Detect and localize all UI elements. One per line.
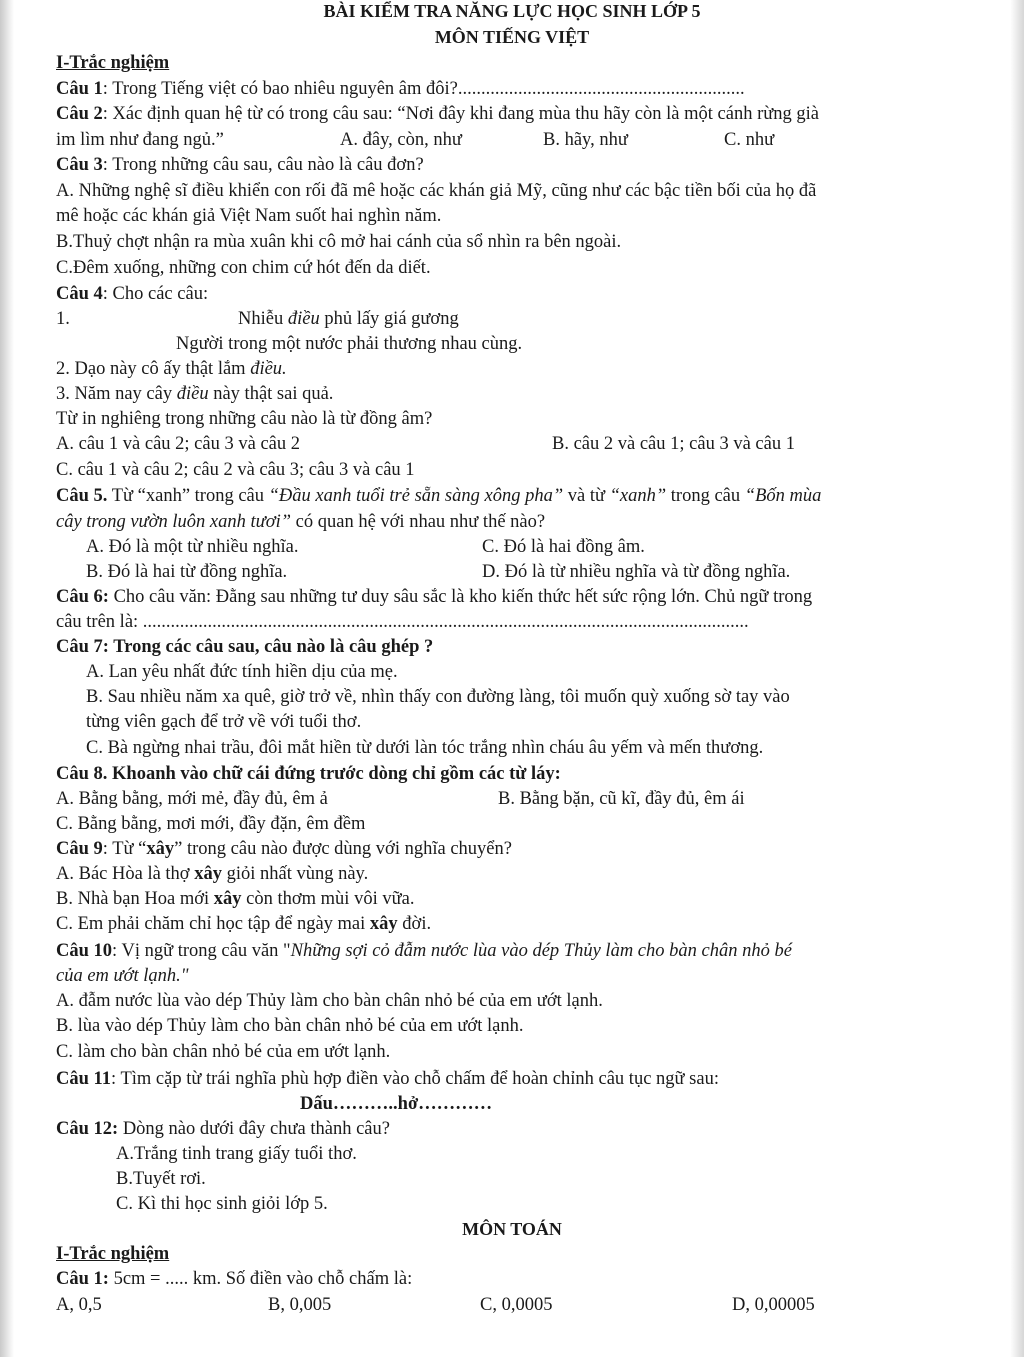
sentence-3 bbox=[56, 383, 333, 405]
bold-word: xây bbox=[213, 889, 242, 909]
sentence-1-number: 1. bbox=[56, 309, 70, 329]
bold-word: xây bbox=[369, 914, 398, 934]
question-label: Câu 12: bbox=[56, 1119, 119, 1139]
option-c: C. Bằng bằng, mơi mới, đầy đặn, êm đềm bbox=[56, 814, 366, 834]
question-6 bbox=[56, 586, 812, 608]
question-text: : Tìm cặp từ trái nghĩa phù hợp điền vào chỗ chấm để hoàn chỉnh câu tục ngữ sau: bbox=[111, 1069, 719, 1089]
option-a: A. Đó là một từ nhiều nghĩa. bbox=[86, 537, 299, 557]
option-c: C. Kì thi học sinh giỏi lớp 5. bbox=[116, 1194, 328, 1214]
right-page-edge bbox=[1010, 0, 1024, 1357]
question-11 bbox=[56, 1068, 719, 1090]
question-1 bbox=[56, 78, 745, 100]
italic-word: điều bbox=[176, 384, 209, 404]
text-run: A. Bác Hòa là thợ bbox=[56, 864, 195, 884]
sentence-2 bbox=[56, 358, 287, 380]
option-b: B. câu 2 và câu 1; câu 3 và câu 1 bbox=[552, 434, 795, 454]
question-label: Câu 1: bbox=[56, 1269, 109, 1289]
question-text: Cho câu văn: Đằng sau những tư duy sâu sắc là kho kiến thức hết sức rộng lớn. Chủ ngữ trong bbox=[108, 587, 813, 607]
italic-quote: “xanh” bbox=[609, 486, 667, 506]
question-label: Câu 10 bbox=[56, 941, 113, 961]
question-10-continuation: của em ướt lạnh." bbox=[56, 966, 189, 986]
bold-word: xây bbox=[194, 864, 222, 884]
question-label: Câu 11 bbox=[56, 1069, 112, 1089]
option-c: C. câu 1 và câu 2; câu 2 và câu 3; câu 3 và câu 1 bbox=[56, 460, 415, 480]
text-run: ” trong câu nào được dùng với nghĩa chuyển? bbox=[174, 839, 512, 859]
text-run: đời. bbox=[397, 914, 432, 934]
text-run: giỏi nhất vùng này. bbox=[221, 864, 369, 884]
italic-word: điều bbox=[287, 309, 320, 329]
question-6-answer-line: câu trên là: ................................................................................................................................... bbox=[56, 612, 749, 632]
section-heading: I-Trắc nghiệm bbox=[56, 53, 170, 73]
sentence-1 bbox=[238, 308, 459, 330]
option-a: A.Trắng tinh trang giấy tuổi thơ. bbox=[116, 1144, 357, 1164]
question-10 bbox=[56, 940, 792, 962]
option-b: B. Sau nhiều năm xa quê, giờ trở về, nhìn thấy con đường làng, tôi muốn quỳ xuống sờ tay vào bbox=[86, 687, 790, 707]
question-5 bbox=[56, 485, 821, 507]
question-text: : Xác định quan hệ từ có trong câu sau: “Nơi đây khi đang mùa thu hãy còn là một cánh rừng già bbox=[102, 104, 819, 124]
question-4-prompt: Từ in nghiêng trong những câu nào là từ đồng âm? bbox=[56, 409, 433, 429]
text-run: 3. Năm nay cây bbox=[56, 384, 177, 404]
question-label: Câu 1 bbox=[56, 79, 103, 99]
text-run: : Từ “ bbox=[102, 839, 147, 859]
question-label: Câu 3 bbox=[56, 155, 103, 175]
text-run: còn thơm mùi vôi vữa. bbox=[241, 889, 415, 909]
text-run: C. Em phải chăm chỉ học tập để ngày mai bbox=[56, 914, 370, 934]
question-text: 5cm = ..... km. Số điền vào chỗ chấm là: bbox=[108, 1269, 413, 1289]
option-b: B.Thuỷ chợt nhận ra mùa xuân khi cô mở hai cánh của sổ nhìn ra bên ngoài. bbox=[56, 232, 622, 252]
text-run: B. Nhà bạn Hoa mới bbox=[56, 889, 214, 909]
option-d: D. Đó là từ nhiều nghĩa và từ đồng nghĩa. bbox=[482, 562, 791, 582]
question-2 bbox=[56, 103, 819, 125]
question-8: Câu 8. Khoanh vào chữ cái đứng trước dòng chỉ gồm các từ láy: bbox=[56, 764, 561, 784]
text-run: trong câu bbox=[666, 486, 745, 506]
option-c: C.Đêm xuống, những con chim cứ hót đến da diết. bbox=[56, 258, 431, 278]
option-c: C. Đó là hai đồng âm. bbox=[482, 537, 645, 557]
text-run: Nhiễu bbox=[238, 309, 288, 329]
question-label: Câu 4 bbox=[56, 284, 103, 304]
option-a: A, 0,5 bbox=[56, 1295, 102, 1315]
exam-title: BÀI KIỂM TRA NĂNG LỰC HỌC SINH LỚP 5 bbox=[323, 1, 701, 21]
question-3 bbox=[56, 154, 424, 176]
question-9 bbox=[56, 838, 512, 860]
question-2-continuation: im lìm như đang ngủ.” bbox=[56, 130, 224, 150]
italic-quote: “Đầu xanh tuổi trẻ sẵn sàng xông pha” bbox=[268, 486, 564, 506]
option-c: C. Bà ngừng nhai trầu, đôi mắt hiền từ dưới làn tóc trắng nhìn cháu âu yếm và mến thương. bbox=[86, 738, 764, 758]
question-4 bbox=[56, 283, 208, 305]
option-b: B. Bằng bặn, cũ kĩ, đầy đủ, êm ái bbox=[498, 789, 745, 809]
option-b: B.Tuyết rơi. bbox=[116, 1169, 206, 1189]
option-c: C. như bbox=[724, 130, 775, 150]
left-page-edge bbox=[0, 0, 14, 1357]
question-text: : Trong Tiếng việt có bao nhiêu nguyên âm đôi?.............................................................. bbox=[102, 79, 745, 99]
italic-word: điều. bbox=[250, 359, 287, 379]
question-label: Câu 9 bbox=[56, 839, 103, 859]
math-subject-title: MÔN TOÁN bbox=[462, 1219, 562, 1239]
option-c: C. làm cho bàn chân nhỏ bé của em ướt lạnh. bbox=[56, 1042, 391, 1062]
proverb-blank: Dấu………..hở………… bbox=[300, 1094, 493, 1114]
question-7: Câu 7: Trong các câu sau, câu nào là câu ghép ? bbox=[56, 637, 434, 657]
question-text: Dòng nào dưới đây chưa thành câu? bbox=[118, 1119, 390, 1139]
bold-word: xây bbox=[146, 839, 175, 859]
option-d: D, 0,00005 bbox=[732, 1295, 815, 1315]
math-section-heading: I-Trắc nghiệm bbox=[56, 1244, 170, 1264]
option-a: A. đây, còn, như bbox=[340, 130, 462, 150]
question-5-continuation bbox=[56, 511, 545, 533]
question-label: Câu 5. bbox=[56, 486, 108, 506]
text-run: này thật sai quả. bbox=[208, 384, 334, 404]
option-b: B. lùa vào dép Thủy làm cho bàn chân nhỏ bé của em ướt lạnh. bbox=[56, 1016, 524, 1036]
text-run: Từ “xanh” trong câu bbox=[107, 486, 269, 506]
option-a: A. Lan yêu nhất đức tính hiền dịu của mẹ. bbox=[86, 662, 398, 682]
question-text: : Cho các câu: bbox=[102, 284, 209, 304]
option-a: A. câu 1 và câu 2; câu 3 và câu 2 bbox=[56, 434, 300, 454]
text-run: phủ lấy giá gương bbox=[319, 309, 459, 329]
italic-quote: Những sợi cỏ đẫm nước lùa vào dép Thủy làm cho bàn chân nhỏ bé bbox=[290, 941, 792, 961]
text-run: và từ bbox=[563, 486, 610, 506]
italic-quote: “Bốn mùa bbox=[744, 486, 822, 506]
sentence-1-line-2: Người trong một nước phải thương nhau cùng. bbox=[176, 334, 523, 354]
option-b: B. hãy, như bbox=[543, 130, 628, 150]
option-b: B. Đó là hai từ đồng nghĩa. bbox=[86, 562, 288, 582]
option-b: B, 0,005 bbox=[268, 1295, 332, 1315]
question-12 bbox=[56, 1118, 390, 1140]
option-b bbox=[56, 888, 414, 910]
text-run: có quan hệ với nhau như thế nào? bbox=[291, 512, 546, 532]
option-a: A. Bằng bằng, mới mẻ, đầy đủ, êm ả bbox=[56, 789, 328, 809]
math-question-1 bbox=[56, 1268, 412, 1290]
option-a: A. đẫm nước lùa vào dép Thủy làm cho bàn chân nhỏ bé của em ướt lạnh. bbox=[56, 991, 603, 1011]
option-a bbox=[56, 863, 368, 885]
question-label: Câu 6: bbox=[56, 587, 109, 607]
text-run: : Vị ngữ trong câu văn " bbox=[112, 941, 291, 961]
option-b-continuation: từng viên gạch để trở về với tuổi thơ. bbox=[86, 712, 362, 732]
text-run: 2. Dạo này cô ấy thật lắm bbox=[56, 359, 251, 379]
option-a: A. Những nghệ sĩ điều khiển con rối đã mê hoặc các khán giả Mỹ, cũng như các bậc tiền bối của họ đã bbox=[56, 181, 817, 201]
subject-title: MÔN TIẾNG VIỆT bbox=[434, 27, 590, 47]
option-a-continuation: mê hoặc các khán giả Việt Nam suốt hai nghìn năm. bbox=[56, 206, 442, 226]
question-label: Câu 2 bbox=[56, 104, 103, 124]
option-c bbox=[56, 913, 431, 935]
italic-quote: cây trong vườn luôn xanh tươi” bbox=[56, 512, 292, 532]
question-text: : Trong những câu sau, câu nào là câu đơn? bbox=[102, 155, 424, 175]
option-c: C, 0,0005 bbox=[480, 1295, 553, 1315]
